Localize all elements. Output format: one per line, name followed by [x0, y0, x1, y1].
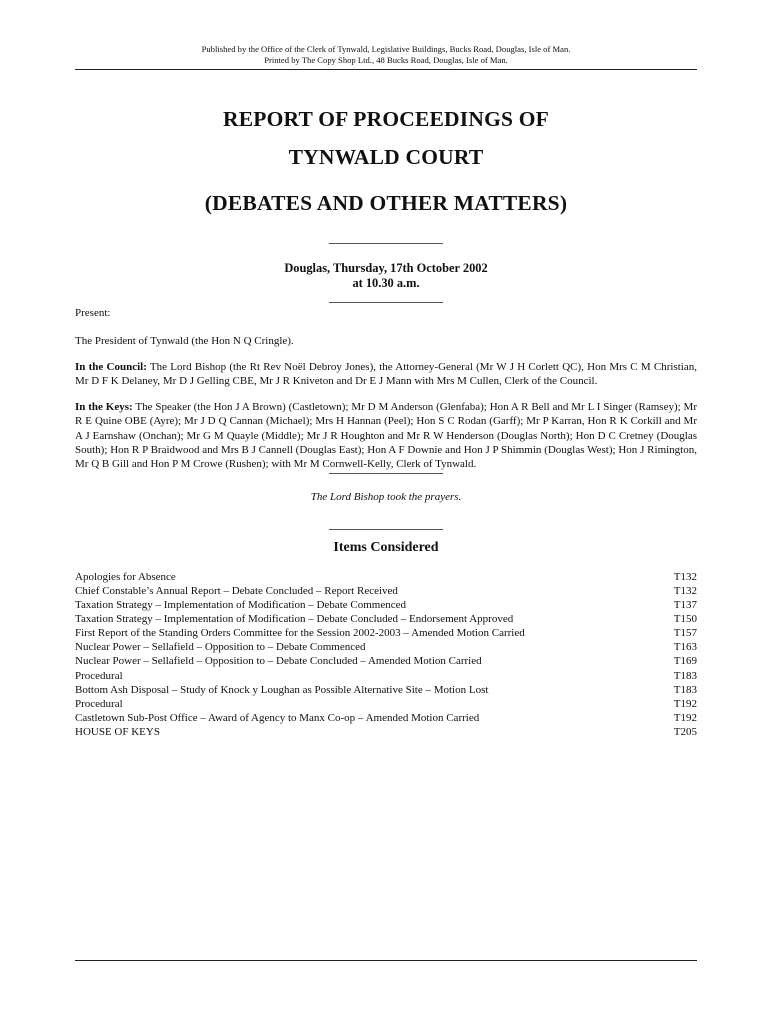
- separator-rule: [329, 302, 443, 303]
- publisher-line: Published by the Office of the Clerk of Tynwald, Legislative Buildings, Bucks Road, Douglas, Isle of Man.: [201, 44, 571, 54]
- keys-attendance: [75, 400, 697, 470]
- item-page-ref: T157: [673, 627, 697, 640]
- item-row: [75, 584, 697, 598]
- item-title: Taxation Strategy – Implementation of Modification – Debate Concluded – Endorsement Approved: [75, 613, 514, 626]
- items-considered-list: [75, 570, 697, 739]
- item-page-ref: T183: [673, 683, 697, 696]
- header-rule: [75, 69, 697, 70]
- item-page-ref: T163: [673, 641, 697, 654]
- item-row: [75, 725, 697, 739]
- report-title-line2: TYNWALD COURT: [288, 145, 484, 169]
- sitting-dateline: [75, 261, 697, 290]
- item-row: [75, 711, 697, 725]
- item-row: [75, 654, 697, 668]
- sitting-date: Douglas, Thursday, 17th October 2002: [284, 261, 488, 275]
- item-title: Nuclear Power – Sellafield – Opposition to – Debate Commenced: [75, 641, 366, 654]
- item-page-ref: T132: [673, 584, 697, 597]
- publisher-header: [75, 44, 697, 66]
- council-attendance: [75, 360, 697, 388]
- item-title: Castletown Sub-Post Office – Award of Agency to Manx Co-op – Amended Motion Carried: [75, 711, 480, 724]
- present-label: Present:: [75, 307, 111, 319]
- item-title: Nuclear Power – Sellafield – Opposition to – Debate Concluded – Amended Motion Carried: [75, 655, 482, 668]
- item-page-ref: T183: [673, 669, 697, 682]
- report-title-line1: REPORT OF PROCEEDINGS OF: [223, 107, 549, 131]
- item-row: [75, 683, 697, 697]
- footer-rule: [75, 960, 697, 961]
- item-row: [75, 626, 697, 640]
- printer-line: Printed by The Copy Shop Ltd., 48 Bucks Road, Douglas, Isle of Man.: [264, 55, 508, 65]
- item-page-ref: T137: [673, 599, 697, 612]
- sitting-time: at 10.30 a.m.: [352, 275, 420, 290]
- item-page-ref: T192: [673, 711, 697, 724]
- item-page-ref: T205: [673, 725, 697, 738]
- report-title-line3: (DEBATES AND OTHER MATTERS): [204, 191, 568, 215]
- prayers-line: The Lord Bishop took the prayers.: [310, 490, 462, 503]
- keys-members: The Speaker (the Hon J A Brown) (Castletown); Mr D M Anderson (Glenfaba); Hon A R Bell and Mr L I Singer (Ramsey); Mr R E Quine OBE (Ayre); Mr J D Q Cannan (Michael); Mrs H Hannan (Peel); Hon S C Rodan (Garff); Mr P Karran, Hon R K Corkill and Mr A J Earnshaw (Onchan); Mr G M Quayle (Middle); Mr J R Houghton and Mr R W Henderson (Douglas North); Hon D C Cretney (Douglas South); Hon R P Braidwood and Mrs B J Cannell (Douglas East); Hon A F Downie and Hon J P Shimmin (Douglas West); Hon J Rimington, Mr Q B Gill and Hon P M Crowe (Rushen); with Mr M Cornwell-Kelly, Clerk of Tynwald.: [75, 401, 697, 470]
- president-line: The President of Tynwald (the Hon N Q Cringle).: [75, 335, 294, 348]
- item-title: Chief Constable’s Annual Report – Debate Concluded – Report Received: [75, 584, 398, 597]
- document-page: [75, 0, 697, 1024]
- item-page-ref: T192: [673, 697, 697, 710]
- separator-rule: [329, 473, 443, 474]
- item-title: Procedural: [75, 669, 123, 682]
- item-page-ref: T150: [673, 613, 697, 626]
- item-title: Taxation Strategy – Implementation of Modification – Debate Commenced: [75, 599, 406, 612]
- item-page-ref: T132: [673, 570, 697, 583]
- item-row: [75, 598, 697, 612]
- item-row: [75, 612, 697, 626]
- item-row: [75, 570, 697, 584]
- item-page-ref: T169: [673, 655, 697, 668]
- item-title: HOUSE OF KEYS: [75, 725, 160, 738]
- council-members: The Lord Bishop (the Rt Rev Noël Debroy Jones), the Attorney-General (Mr W J H Corlett QC), Hon Mrs C M Christian, Mr D F K Delaney, Mr D J Gelling CBE, Mr J R Kniveton and Dr E J Mann with Mrs M Cullen, Clerk of the Council.: [75, 361, 697, 388]
- items-considered-heading: Items Considered: [333, 539, 439, 555]
- separator-rule: [329, 529, 443, 530]
- item-title: Procedural: [75, 697, 123, 710]
- item-row: [75, 669, 697, 683]
- item-title: Apologies for Absence: [75, 570, 176, 583]
- item-row: [75, 640, 697, 654]
- separator-rule: [329, 243, 443, 244]
- item-title: First Report of the Standing Orders Committee for the Session 2002-2003 – Amended Motion Carried: [75, 627, 525, 640]
- item-title: Bottom Ash Disposal – Study of Knock y Loughan as Possible Alternative Site – Motion Lost: [75, 683, 489, 696]
- council-label: In the Council:: [75, 361, 147, 374]
- item-row: [75, 697, 697, 711]
- keys-label: In the Keys:: [75, 401, 133, 414]
